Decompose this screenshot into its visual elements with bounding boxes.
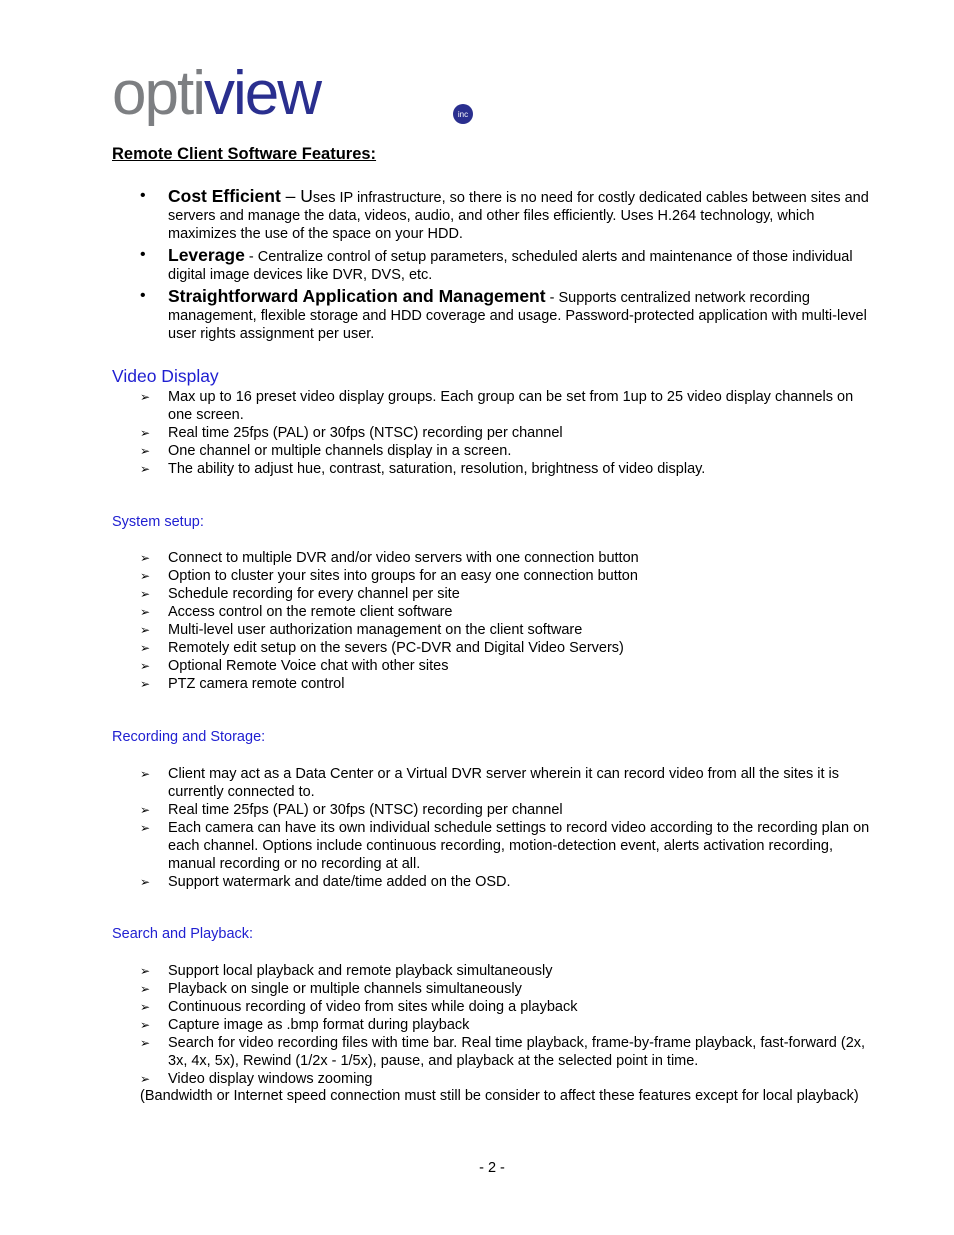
section-heading-recording-storage: Recording and Storage:	[112, 729, 266, 745]
feature-item	[140, 187, 870, 243]
feature-list	[140, 187, 870, 346]
logo-text-view: view	[203, 62, 320, 126]
arrow-bullet-icon: ➢	[140, 767, 151, 781]
page-title: Remote Client Software Features:	[112, 145, 377, 163]
list-item	[140, 585, 880, 603]
arrow-bullet-icon: ➢	[140, 641, 151, 655]
arrow-bullet-icon: ➢	[140, 551, 151, 565]
arrow-bullet-icon: ➢	[140, 444, 151, 458]
list-item	[140, 1016, 880, 1034]
feature-body: - Centralize control of setup parameters, scheduled alerts and maintenance of those individual digital image devices like DVR, DVS, etc.	[168, 249, 853, 283]
list-item-text: The ability to adjust hue, contrast, saturation, resolution, brightness of video display.	[168, 461, 706, 477]
list-item-text: Support local playback and remote playback simultaneously	[168, 963, 553, 979]
list-item-text: Max up to 16 preset video display groups. Each group can be set from 1up to 25 video display channels on one screen.	[168, 389, 854, 423]
logo-text-opti: opti	[112, 62, 204, 126]
list-item	[140, 657, 880, 675]
video-display-list	[140, 388, 880, 478]
feature-item	[140, 246, 870, 284]
list-item	[140, 639, 880, 657]
list-item-text: Real time 25fps (PAL) or 30fps (NTSC) recording per channel	[168, 802, 563, 818]
list-item	[140, 603, 880, 621]
list-item-text: Remotely edit setup on the severs (PC-DVR and Digital Video Servers)	[168, 640, 624, 656]
arrow-bullet-icon: ➢	[140, 1036, 151, 1050]
list-item-text: Capture image as .bmp format during playback	[168, 1017, 470, 1033]
list-item-text: Schedule recording for every channel per site	[168, 586, 460, 602]
list-item	[140, 675, 880, 693]
system-setup-list	[140, 549, 880, 693]
bullet-icon: •	[140, 287, 146, 304]
list-item	[140, 765, 880, 801]
arrow-bullet-icon: ➢	[140, 390, 151, 404]
arrow-bullet-icon: ➢	[140, 964, 151, 978]
feature-title: Straightforward Application and Management	[168, 286, 546, 306]
feature-body: ses IP infrastructure, so there is no need for costly dedicated cables between sites and servers and manage the data, videos, audio, and other files efficiently. Uses H.264 technology, which maximizes the use of the space on your HDD.	[168, 190, 869, 242]
list-item-text: One channel or multiple channels display in a screen.	[168, 443, 512, 459]
arrow-bullet-icon: ➢	[140, 821, 151, 835]
arrow-bullet-icon: ➢	[140, 1018, 151, 1032]
list-item-text: Multi-level user authorization management on the client software	[168, 622, 583, 638]
list-item-text: Playback on single or multiple channels simultaneously	[168, 981, 522, 997]
arrow-bullet-icon: ➢	[140, 803, 151, 817]
list-item-text: Option to cluster your sites into groups for an easy one connection button	[168, 568, 638, 584]
arrow-bullet-icon: ➢	[140, 875, 151, 889]
list-item	[140, 962, 880, 980]
bullet-icon: •	[140, 246, 146, 263]
list-item-text: Search for video recording files with time bar. Real time playback, frame-by-frame playback, fast-forward (2x, 3x, 4x, 5x), Rewind (1/2x - 1/5x), pause, and playback at the selected point in time.	[168, 1035, 866, 1069]
arrow-bullet-icon: ➢	[140, 677, 151, 691]
list-item	[140, 621, 880, 639]
svg-text:optiview	[112, 62, 322, 126]
list-item	[140, 1034, 880, 1070]
feature-cap: U	[300, 186, 313, 206]
list-item	[140, 873, 880, 891]
list-item-text: Connect to multiple DVR and/or video servers with one connection button	[168, 550, 639, 566]
arrow-bullet-icon: ➢	[140, 1000, 151, 1014]
feature-dash: –	[280, 186, 301, 206]
section-heading-video-display: Video Display	[112, 366, 219, 386]
feature-title: Leverage	[168, 245, 245, 265]
arrow-bullet-icon: ➢	[140, 587, 151, 601]
list-item-text: PTZ camera remote control	[168, 676, 345, 692]
page-number: - 2 -	[479, 1160, 505, 1176]
logo-inc: inc	[457, 110, 469, 119]
list-item	[140, 980, 880, 998]
list-item-text: Each camera can have its own individual schedule settings to record video according to the recording plan on each channel. Options include continuous recording, motion-detection event, alerts activation recording, manual recording or no recording at all.	[168, 820, 870, 872]
list-item	[140, 801, 880, 819]
arrow-bullet-icon: ➢	[140, 426, 151, 440]
list-item	[140, 424, 880, 442]
list-item-text: Optional Remote Voice chat with other sites	[168, 658, 449, 674]
bandwidth-note: (Bandwidth or Internet speed connection must still be consider to affect these features except for local playback)	[140, 1088, 859, 1104]
list-item	[140, 1070, 880, 1088]
arrow-bullet-icon: ➢	[140, 659, 151, 673]
list-item-text: Client may act as a Data Center or a Virtual DVR server wherein it can record video from all the sites it is currently connected to.	[168, 766, 840, 800]
list-item	[140, 442, 880, 460]
list-item-text: Access control on the remote client software	[168, 604, 453, 620]
search-playback-list	[140, 962, 880, 1088]
feature-item	[140, 287, 870, 343]
list-item-text: Continuous recording of video from sites while doing a playback	[168, 999, 578, 1015]
arrow-bullet-icon: ➢	[140, 462, 151, 476]
list-item	[140, 549, 880, 567]
feature-body: - Supports centralized network recording management, flexible storage and HDD coverage and usage. Password-protected application with multi-level user rights assignment per user.	[168, 290, 867, 342]
arrow-bullet-icon: ➢	[140, 605, 151, 619]
arrow-bullet-icon: ➢	[140, 982, 151, 996]
recording-storage-list	[140, 765, 880, 891]
list-item	[140, 819, 880, 873]
list-item-text: Video display windows zooming	[168, 1071, 373, 1087]
feature-title: Cost Efficient	[168, 186, 281, 206]
list-item	[140, 998, 880, 1016]
list-item-text: Real time 25fps (PAL) or 30fps (NTSC) recording per channel	[168, 425, 563, 441]
list-item	[140, 388, 880, 424]
list-item-text: Support watermark and date/time added on the OSD.	[168, 874, 511, 890]
arrow-bullet-icon: ➢	[140, 1072, 151, 1086]
optiview-logo	[112, 62, 477, 126]
section-heading-system-setup: System setup:	[112, 514, 204, 530]
arrow-bullet-icon: ➢	[140, 569, 151, 583]
section-heading-search-playback: Search and Playback:	[112, 926, 254, 942]
bullet-icon: •	[140, 187, 146, 204]
list-item	[140, 460, 880, 478]
list-item	[140, 567, 880, 585]
arrow-bullet-icon: ➢	[140, 623, 151, 637]
